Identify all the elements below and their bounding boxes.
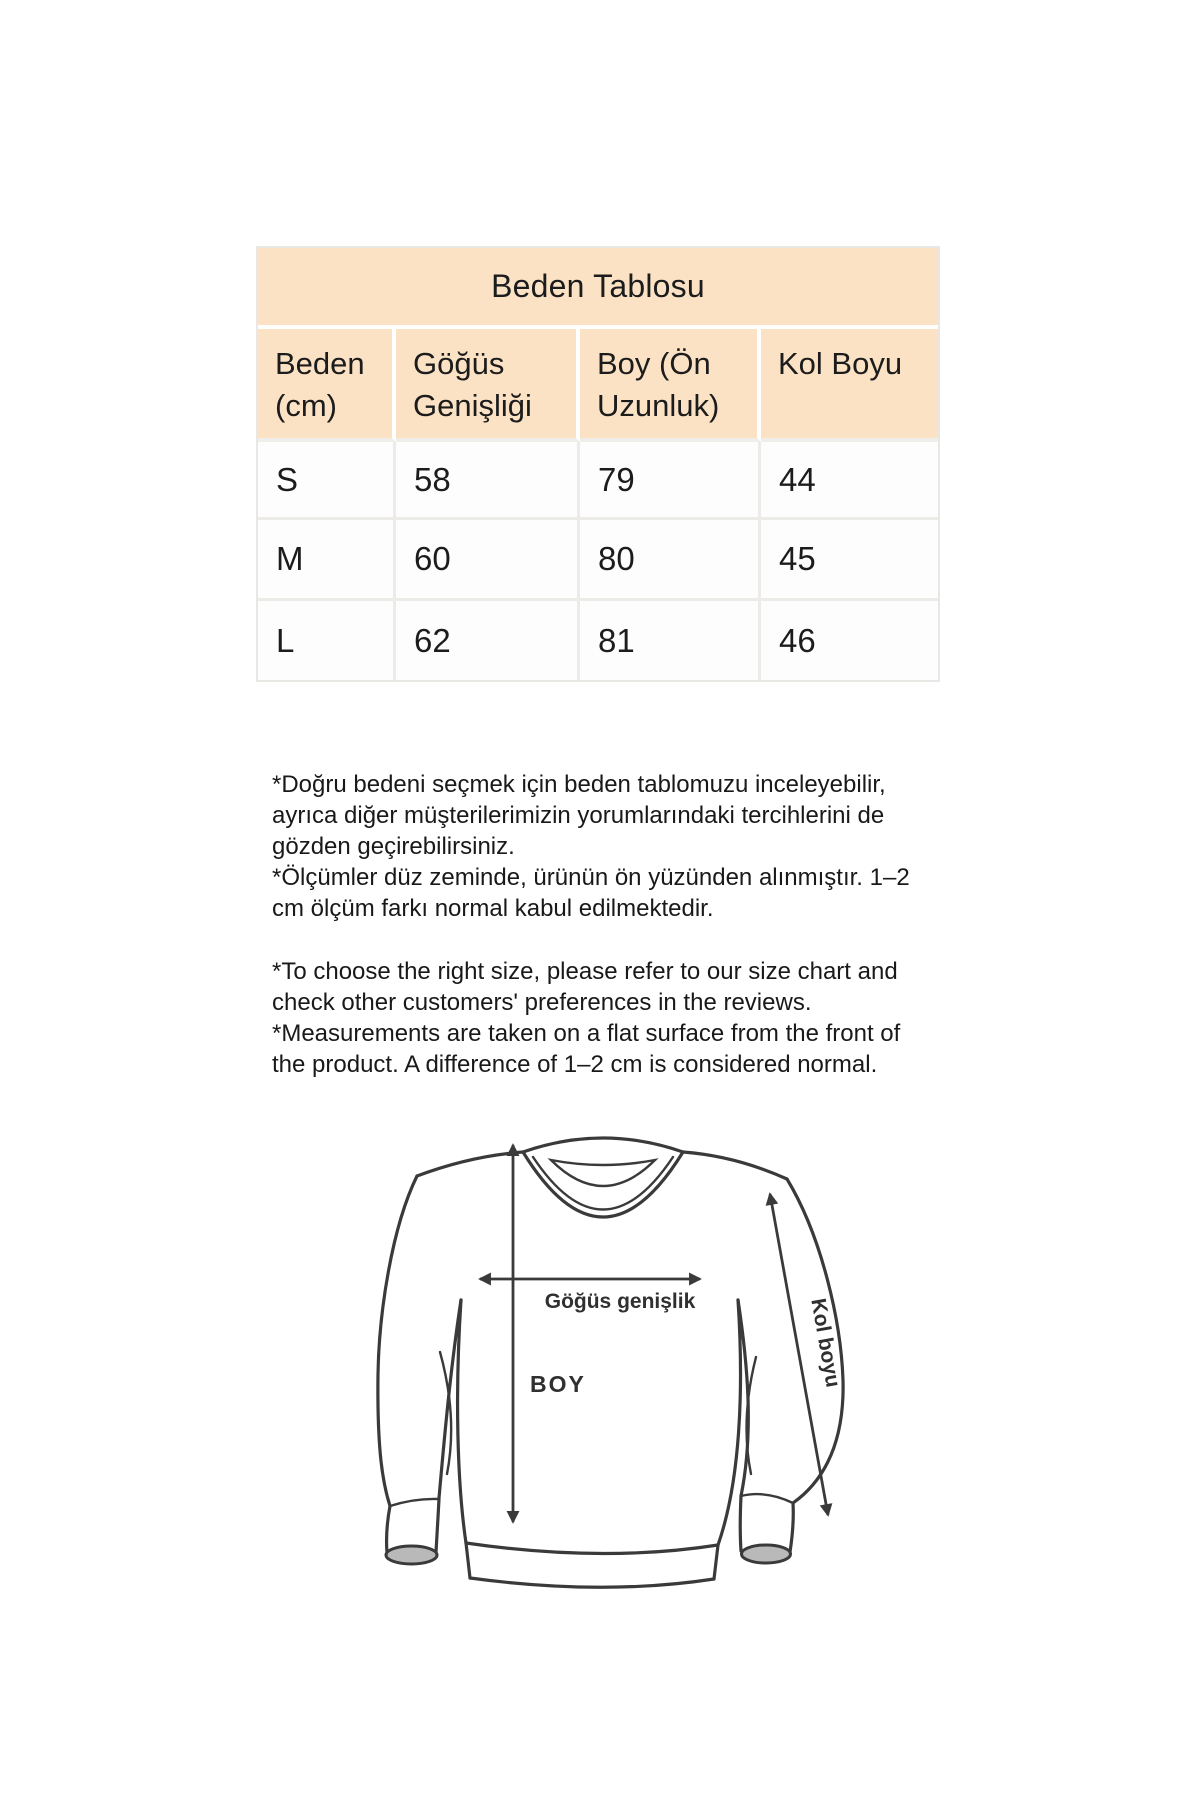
note-line: the product. A difference of 1–2 cm is considered normal. bbox=[272, 1051, 878, 1078]
cell-size-m: M bbox=[258, 520, 396, 601]
cell-sleeve-m: 45 bbox=[761, 520, 938, 601]
right-shoulder-line bbox=[683, 1152, 787, 1179]
column-header-line: (cm) bbox=[275, 388, 337, 423]
size-table bbox=[256, 246, 940, 682]
column-header-line: Genişliği bbox=[413, 388, 532, 423]
notes-turkish bbox=[272, 769, 910, 924]
note-line: *Ölçümler düz zeminde, ürünün ön yüzünden alınmıştır. 1–2 bbox=[272, 864, 910, 891]
column-header-size bbox=[258, 329, 396, 442]
column-header-line: Beden bbox=[275, 346, 365, 381]
column-header-line: Boy (Ön bbox=[597, 346, 711, 381]
cell-length-s: 79 bbox=[580, 442, 761, 520]
notes-english bbox=[272, 956, 900, 1080]
collar-inner-shade bbox=[551, 1160, 655, 1186]
cell-sleeve-l: 46 bbox=[761, 601, 938, 680]
column-header-sleeve-length bbox=[761, 329, 938, 442]
length-label: BOY bbox=[530, 1371, 586, 1397]
note-line: check other customers' preferences in the reviews. bbox=[272, 989, 812, 1016]
size-table-title: Beden Tablosu bbox=[258, 248, 938, 329]
left-cuff-shade bbox=[386, 1546, 437, 1564]
cell-length-l: 81 bbox=[580, 601, 761, 680]
cell-length-m: 80 bbox=[580, 520, 761, 601]
right-cuff-shade bbox=[742, 1545, 791, 1563]
column-header-front-length bbox=[580, 329, 761, 442]
left-shoulder-line bbox=[417, 1152, 523, 1176]
note-line: gözden geçirebilirsiniz. bbox=[272, 833, 515, 860]
cell-chest-s: 58 bbox=[396, 442, 580, 520]
column-header-line: Göğüs bbox=[413, 346, 505, 381]
note-line: *To choose the right size, please refer to our size chart and bbox=[272, 958, 898, 985]
note-line: *Measurements are taken on a flat surface from the front of bbox=[272, 1020, 901, 1047]
note-line: cm ölçüm farkı normal kabul edilmektedir. bbox=[272, 895, 714, 922]
body-outline bbox=[458, 1300, 741, 1587]
cell-size-s: S bbox=[258, 442, 396, 520]
sweatshirt-diagram bbox=[320, 1122, 880, 1602]
note-line: *Doğru bedeni seçmek için beden tablomuzu inceleyebilir, bbox=[272, 771, 886, 798]
note-line: ayrıca diğer müşterilerimizin yorumlarındaki tercihlerini de bbox=[272, 802, 885, 829]
sleeve-length-label: Kol boyu bbox=[806, 1296, 845, 1390]
cell-size-l: L bbox=[258, 601, 396, 680]
chest-width-label: Göğüs genişlik bbox=[544, 1290, 696, 1313]
column-header-line: Kol Boyu bbox=[778, 346, 903, 381]
column-header-line: Uzunluk) bbox=[597, 388, 720, 423]
cell-chest-m: 60 bbox=[396, 520, 580, 601]
cell-sleeve-s: 44 bbox=[761, 442, 938, 520]
collar-outline bbox=[523, 1138, 683, 1217]
cell-chest-l: 62 bbox=[396, 601, 580, 680]
column-header-chest-width bbox=[396, 329, 580, 442]
left-sleeve-outline bbox=[378, 1176, 461, 1564]
